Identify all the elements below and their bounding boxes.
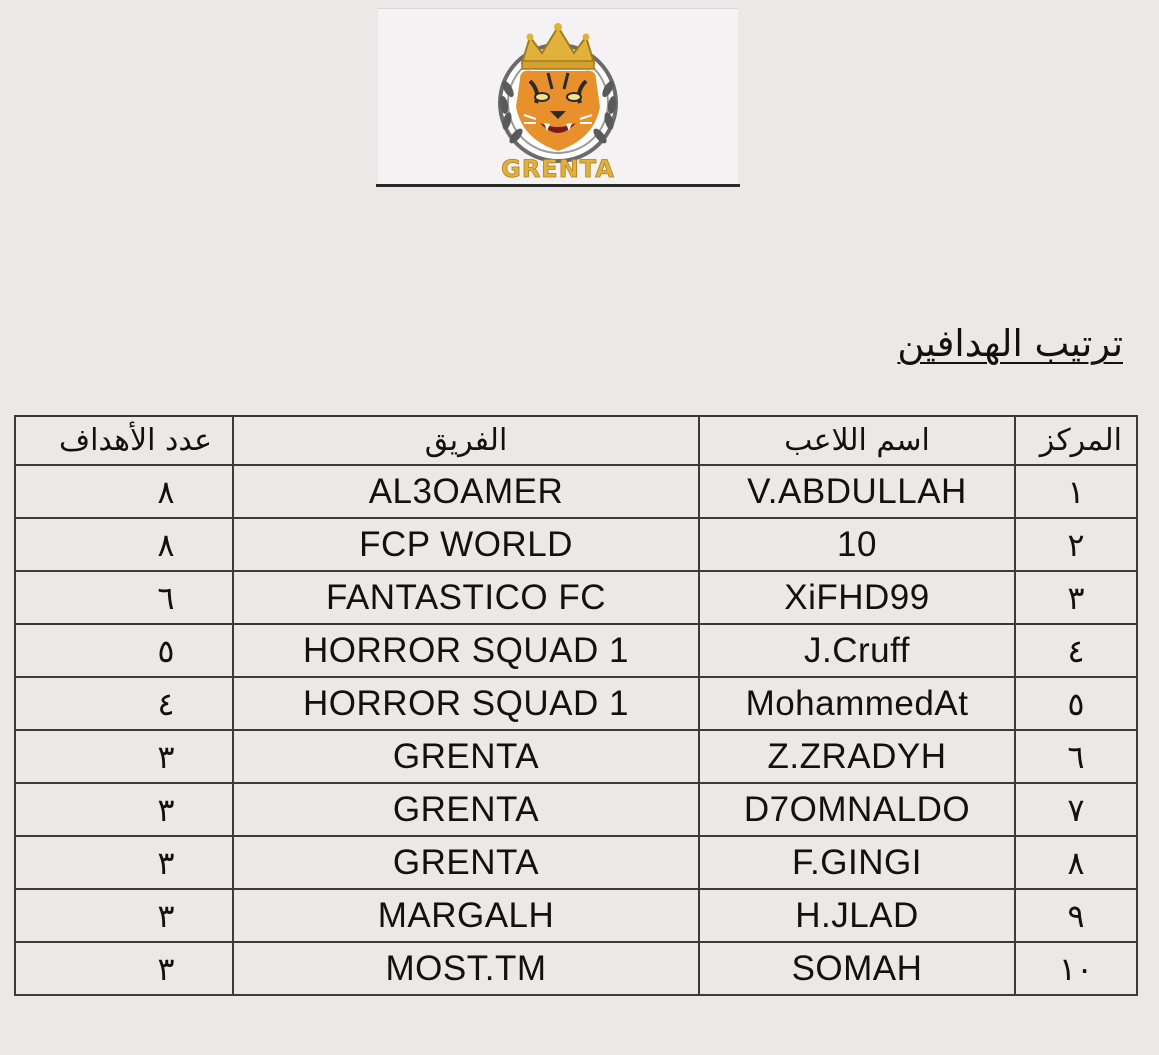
rank-cell: ٢ — [1015, 518, 1137, 571]
team-cell: FCP WORLD — [233, 518, 699, 571]
table-row — [15, 571, 1137, 624]
top-scorers-table — [14, 415, 1138, 996]
team-cell: HORROR SQUAD 1 — [233, 677, 699, 730]
player-cell: H.JLAD — [699, 889, 1015, 942]
table-row — [15, 730, 1137, 783]
rank-cell: ٩ — [1015, 889, 1137, 942]
player-cell: 10 — [699, 518, 1015, 571]
team-cell: MARGALH — [233, 889, 699, 942]
goals-cell: ٦ — [15, 571, 233, 624]
goals-cell: ٥ — [15, 624, 233, 677]
player-cell: SOMAH — [699, 942, 1015, 995]
rank-cell: ١ — [1015, 465, 1137, 518]
goals-cell: ٤ — [15, 677, 233, 730]
rank-cell: ٣ — [1015, 571, 1137, 624]
table-row — [15, 942, 1137, 995]
header-player: اسم اللاعب — [699, 416, 1015, 465]
table-header-row — [15, 416, 1137, 465]
team-cell: AL3OAMER — [233, 465, 699, 518]
logo-text: GRENTA — [501, 155, 615, 181]
team-cell: GRENTA — [233, 836, 699, 889]
team-cell: HORROR SQUAD 1 — [233, 624, 699, 677]
rank-cell: ٦ — [1015, 730, 1137, 783]
table-row — [15, 889, 1137, 942]
goals-cell: ٣ — [15, 889, 233, 942]
table-row — [15, 624, 1137, 677]
crown-icon — [522, 23, 594, 69]
player-cell: Z.ZRADYH — [699, 730, 1015, 783]
team-cell: GRENTA — [233, 783, 699, 836]
table-row — [15, 836, 1137, 889]
table-row — [15, 677, 1137, 730]
header-goals: عدد الأهداف — [15, 416, 233, 465]
header-team: الفريق — [233, 416, 699, 465]
logo-underline — [376, 184, 740, 187]
goals-cell: ٨ — [15, 465, 233, 518]
rank-cell: ٥ — [1015, 677, 1137, 730]
player-cell: MohammedAt — [699, 677, 1015, 730]
logo-banner — [378, 8, 738, 185]
team-cell: GRENTA — [233, 730, 699, 783]
player-cell: J.Cruff — [699, 624, 1015, 677]
rank-cell: ٧ — [1015, 783, 1137, 836]
goals-cell: ٣ — [15, 730, 233, 783]
goals-cell: ٣ — [15, 783, 233, 836]
tiger-crest-logo — [440, 19, 676, 181]
player-cell: F.GINGI — [699, 836, 1015, 889]
table-row — [15, 783, 1137, 836]
header-rank: المركز — [1015, 416, 1137, 465]
goals-cell: ٣ — [15, 836, 233, 889]
rank-cell: ١٠ — [1015, 942, 1137, 995]
rank-cell: ٤ — [1015, 624, 1137, 677]
table-row — [15, 465, 1137, 518]
goals-cell: ٣ — [15, 942, 233, 995]
team-cell: FANTASTICO FC — [233, 571, 699, 624]
table-row — [15, 518, 1137, 571]
team-cell: MOST.TM — [233, 942, 699, 995]
rank-cell: ٨ — [1015, 836, 1137, 889]
page-title: ترتيب الهدافين — [897, 322, 1123, 365]
player-cell: V.ABDULLAH — [699, 465, 1015, 518]
player-cell: XiFHD99 — [699, 571, 1015, 624]
player-cell: D7OMNALDO — [699, 783, 1015, 836]
goals-cell: ٨ — [15, 518, 233, 571]
